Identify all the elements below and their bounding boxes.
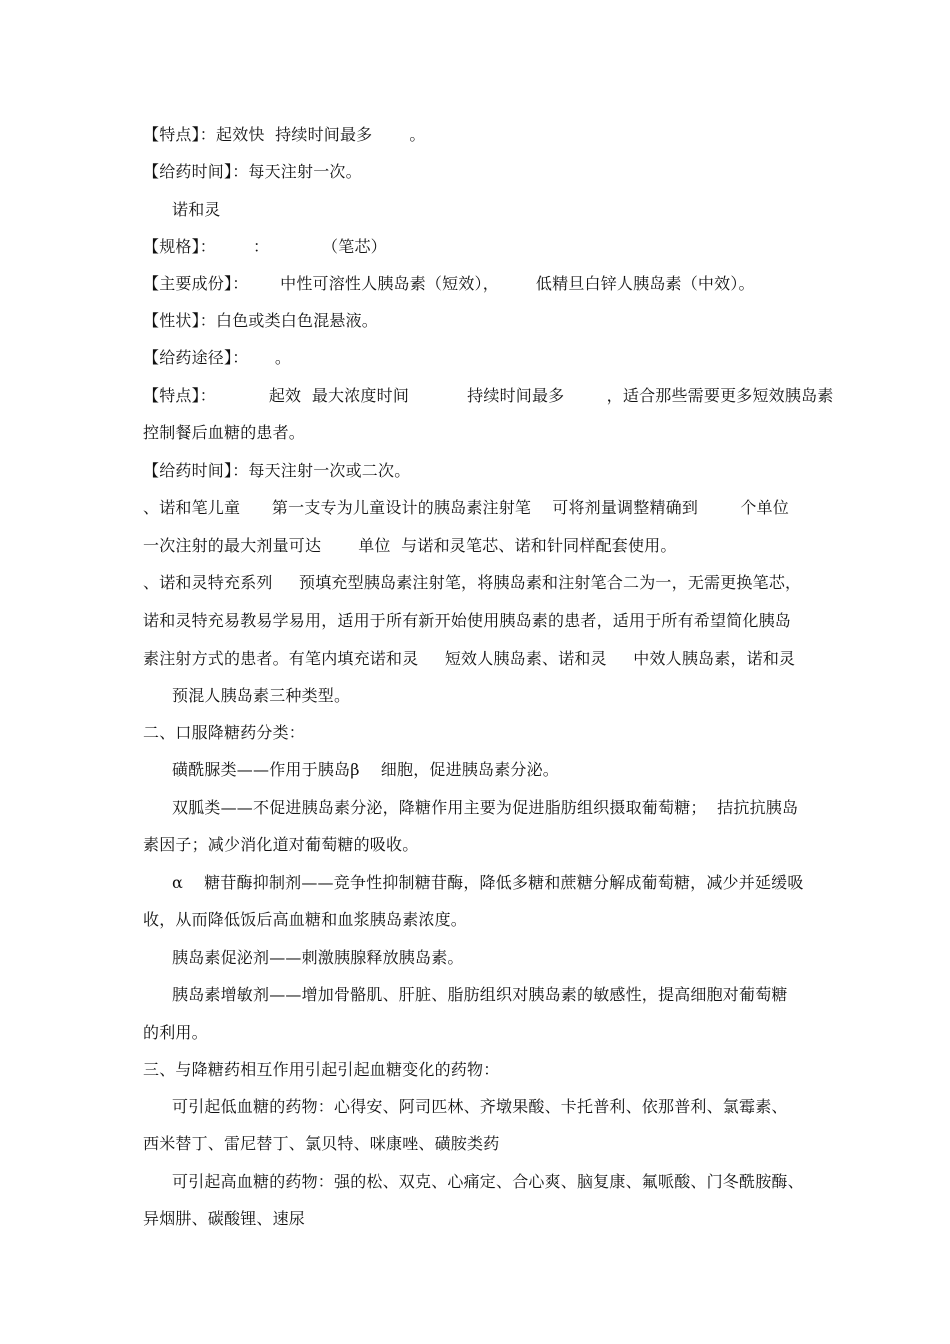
text-line: 收，从而降低饭后高血糖和血浆胰岛素浓度。 bbox=[143, 910, 468, 929]
text-line: 【规格】： ： （笔芯） bbox=[143, 237, 387, 256]
text-line: 、诺和灵特充系列 预填充型胰岛素注射笔，将胰岛素和注射笔合二为一，无需更换笔芯， bbox=[143, 573, 802, 592]
text-line: 、诺和笔儿童 第一支专为儿童设计的胰岛素注射笔 可将剂量调整精确到 个单位 bbox=[143, 498, 789, 517]
text-line: 诺和灵特充易教易学易用，适用于所有新开始使用胰岛素的患者，适用于所有希望简化胰岛 bbox=[143, 611, 792, 630]
text-line: 【给药时间】：每天注射一次或二次。 bbox=[143, 461, 411, 480]
text-line: 素因子；减少消化道对葡萄糖的吸收。 bbox=[143, 835, 419, 854]
text-line: 【特点】：起效快 持续时间最多 。 bbox=[143, 125, 426, 144]
text-line: 双胍类——不促进胰岛素分泌，降糖作用主要为促进脂肪组织摄取葡萄糖； 拮抗抗胰岛 bbox=[172, 798, 799, 817]
text-line: α 糖苷酶抑制剂——竞争性抑制糖苷酶，降低多糖和蔗糖分解成葡萄糖，减少并延缓吸 bbox=[172, 873, 804, 892]
text-line: 胰岛素增敏剂——增加骨骼肌、肝脏、脂肪组织对胰岛素的敏感性，提高细胞对葡萄糖 bbox=[172, 985, 788, 1004]
text-line: 异烟肼、碳酸锂、速尿 bbox=[143, 1209, 306, 1228]
text-line: 可引起低血糖的药物：心得安、阿司匹林、齐墩果酸、卡托普利、依那普利、氯霉素、 bbox=[172, 1097, 788, 1116]
text-line: 【性状】：白色或类白色混悬液。 bbox=[143, 311, 379, 330]
text-line: 可引起高血糖的药物：强的松、双克、心痛定、合心爽、脑复康、氟哌酸、门冬酰胺酶、 bbox=[172, 1172, 804, 1191]
text-line: 一次注射的最大剂量可达 单位 与诺和灵笔芯、诺和针同样配套使用。 bbox=[143, 536, 677, 555]
text-line: 胰岛素促泌剂——刺激胰腺释放胰岛素。 bbox=[172, 948, 464, 967]
text-line: 【特点】： 起效 最大浓度时间 持续时间最多 ，适合那些需要更多短效胰岛素 bbox=[143, 386, 834, 405]
text-line: 素注射方式的患者。有笔内填充诺和灵 短效人胰岛素、诺和灵 中效人胰岛素，诺和灵 bbox=[143, 649, 796, 668]
text-line: 【给药时间】：每天注射一次。 bbox=[143, 162, 362, 181]
text-line: 西米替丁、雷尼替丁、氯贝特、咪康唑、磺胺类药 bbox=[143, 1134, 500, 1153]
text-line: 【主要成份】： 中性可溶性人胰岛素（短效）， 低精旦白锌人胰岛素（中效）。 bbox=[143, 274, 755, 293]
text-line: 【给药途径】： 。 bbox=[143, 348, 292, 367]
text-line: 磺酰脲类——作用于胰岛β 细胞，促进胰岛素分泌。 bbox=[172, 760, 559, 779]
section-heading: 二、口服降糖药分类： bbox=[143, 723, 306, 742]
section-heading: 三、与降糖药相互作用引起引起血糖变化的药物： bbox=[143, 1060, 500, 1079]
text-line: 诺和灵 bbox=[172, 200, 221, 219]
text-line: 控制餐后血糖的患者。 bbox=[143, 423, 306, 442]
text-line: 的利用。 bbox=[143, 1023, 208, 1042]
text-line: 预混人胰岛素三种类型。 bbox=[172, 686, 351, 705]
